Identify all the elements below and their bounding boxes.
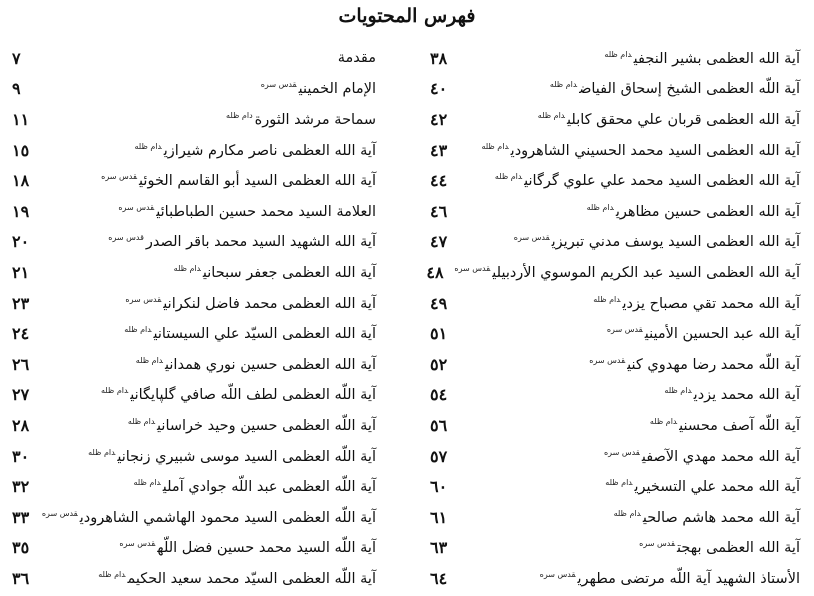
- toc-entry-title: [593, 295, 800, 312]
- toc-page-number: ٤٦: [430, 201, 448, 221]
- toc-entry-name: آية الله العظمى محمد فاضل لنكراني: [163, 295, 376, 312]
- honorific-glyph: دام ظله: [537, 111, 566, 121]
- toc-page-number: ٢٤: [12, 324, 30, 344]
- toc-entry-title: [42, 509, 376, 526]
- honorific-glyph: دام ظله: [481, 141, 509, 151]
- toc-entry[interactable]: [12, 410, 376, 441]
- toc-page-number: ٦٠: [430, 477, 448, 497]
- toc-entry-name: آية الله العظمى السيد محمد الحسيني الشاهرودي: [510, 142, 800, 159]
- toc-entry[interactable]: [430, 318, 800, 349]
- honorific-glyph: دام ظله: [100, 386, 129, 396]
- toc-page-number: ٥٧: [430, 446, 448, 466]
- toc-entry-title: [538, 111, 800, 128]
- toc-entry-name: سماحة مرشد الثورة: [254, 111, 376, 128]
- toc-page-number: ١١: [12, 109, 30, 129]
- toc-page-number: ٤٤: [430, 171, 448, 191]
- toc-entry-title: [650, 417, 800, 434]
- toc-entry[interactable]: [430, 349, 800, 380]
- honorific-glyph: دام ظله: [173, 264, 201, 274]
- toc-entry[interactable]: [430, 533, 800, 564]
- toc-page-number: ٩: [12, 79, 21, 99]
- toc-entry-name: آية الله العظمى حسين مظاهري: [615, 203, 800, 220]
- toc-page-number: ٣٣: [12, 507, 30, 527]
- toc-entry-name: آية الله العظمى قربان علي محقق كابلي: [567, 111, 800, 128]
- toc-entry-title: [550, 80, 800, 97]
- toc-entry[interactable]: [430, 410, 800, 441]
- honorific-glyph: قدس سره: [119, 539, 156, 549]
- toc-entry[interactable]: [12, 135, 376, 166]
- toc-entry-name: آية الله محمد هاشم صالحي: [642, 509, 800, 526]
- toc-entry-name: آية اللّه محمد رضا مهدوي كني: [627, 356, 800, 373]
- toc-entry-title: [124, 325, 376, 342]
- toc-entry-title: [607, 325, 800, 342]
- toc-entry[interactable]: [12, 380, 376, 411]
- toc-entry[interactable]: [430, 563, 800, 594]
- honorific-glyph: قدس سره: [513, 233, 550, 243]
- toc-page-number: ٣٨: [430, 48, 448, 68]
- toc-entry-title: [481, 142, 800, 159]
- toc-entry-title: [261, 80, 376, 97]
- toc-page-number: ٢٧: [12, 385, 30, 405]
- toc-entry-title: [125, 295, 376, 312]
- toc-entry-title: [639, 539, 800, 556]
- toc-entry[interactable]: [430, 502, 800, 533]
- honorific-glyph: دام ظله: [613, 508, 641, 518]
- toc-page-number: ٥٦: [430, 415, 448, 435]
- toc-entry-name: آية الله العظمى حسين نوري همداني: [165, 356, 376, 373]
- honorific-glyph: قدس سره: [41, 508, 78, 518]
- toc-page-number: ٤٢: [430, 109, 448, 129]
- toc-entry[interactable]: [12, 165, 376, 196]
- toc-page-number: ٤٠: [430, 79, 448, 99]
- toc-entry[interactable]: [430, 441, 800, 472]
- toc-column-right: [426, 43, 800, 594]
- honorific-glyph: دام ظله: [605, 478, 633, 488]
- toc-entry-name: آية الله العظمى السيد محمد علي علوي گرگاني: [524, 173, 800, 190]
- toc-page-number: ٢٦: [12, 354, 30, 374]
- toc-entry-title: [174, 264, 376, 281]
- honorific-glyph: دام ظله: [88, 447, 116, 457]
- toc-entry-title: [604, 448, 800, 465]
- toc-entry-name: آية الله العظمى ناصر مكارم شيرازي: [163, 142, 376, 159]
- toc-page-number: ٤٧: [430, 232, 448, 252]
- toc-entry[interactable]: [12, 563, 376, 594]
- toc-entry[interactable]: [430, 380, 800, 411]
- toc-page-number: ١٨: [12, 171, 30, 191]
- toc-entry-name: آية اللّه السيد محمد حسين فضل اللّه: [157, 540, 376, 557]
- toc-page-number: ٥٢: [430, 354, 448, 374]
- toc-entry[interactable]: [12, 502, 376, 533]
- toc-entry[interactable]: [12, 104, 376, 135]
- toc-entry-name: آية اللّه العظمى السيد محمود الهاشمي الشاهرودي: [79, 509, 376, 526]
- toc-page-number: ٢١: [12, 262, 30, 282]
- honorific-glyph: دام ظله: [649, 417, 678, 426]
- toc-entry-title: [134, 478, 376, 495]
- toc-entry-title: [514, 233, 800, 250]
- honorific-glyph: قدس سره: [454, 264, 491, 274]
- toc-entry-name: آية الله محمد علي التسخيري: [634, 479, 800, 496]
- toc-page-number: ٤٩: [430, 293, 448, 313]
- toc-entry-name: آية اللّه العظمى حسين وحيد خراساني: [157, 417, 376, 434]
- toc-entry-title: [587, 203, 800, 220]
- honorific-glyph: دام ظله: [134, 141, 162, 151]
- toc-entry-name: آية الله العظمى السيد يوسف مدني تبريزي: [551, 234, 800, 251]
- toc-entry[interactable]: [430, 288, 800, 319]
- honorific-glyph: قدس سره: [101, 172, 138, 182]
- toc-entry-name: الأستاذ الشهيد آية اللّه مرتضى مطهري: [577, 570, 800, 587]
- toc-page-number: ٣٦: [12, 568, 30, 588]
- toc-entry-name: آية اللّه العظمى عبد اللّه جوادي آملي: [162, 479, 376, 496]
- toc-entry-name: آية الله محمد يزدي: [693, 387, 800, 404]
- honorific-glyph: قدس سره: [603, 447, 640, 457]
- toc-entry-name: آية الله العظمى بشير النجفي: [633, 50, 800, 67]
- honorific-glyph: دام ظله: [549, 80, 578, 90]
- honorific-glyph: قدس سره: [125, 294, 162, 304]
- toc-entry-title: [664, 386, 800, 403]
- toc-page-number: ٦٣: [430, 538, 448, 558]
- toc-page-number: ٦١: [430, 507, 448, 527]
- toc-entry-title: [119, 539, 376, 556]
- toc-entry-name: آية اللّه آصف محسني: [679, 417, 800, 434]
- toc-entry-name: آية اللّه العظمى السيد موسى شبيري زنجاني: [117, 448, 376, 465]
- honorific-glyph: قدس سره: [260, 80, 297, 90]
- toc-entry-title: [605, 478, 800, 495]
- toc-page-number: ٢٠: [12, 232, 30, 252]
- toc-page-number: ٣٥: [12, 538, 30, 558]
- toc-entry-title: [226, 111, 376, 128]
- honorific-glyph: دام ظله: [604, 49, 632, 59]
- toc-entry-name: آية الله العظمى السيد أبو القاسم الخوئي: [139, 173, 376, 190]
- toc-entry-title: [136, 356, 376, 373]
- toc-page-number: ٣٢: [12, 477, 30, 497]
- toc-page-number: ٢٣: [12, 293, 30, 313]
- honorific-glyph: دام ظله: [593, 294, 621, 304]
- toc-entry[interactable]: [12, 74, 376, 105]
- toc-entry[interactable]: [12, 288, 376, 319]
- toc-page-number: ٦٤: [430, 568, 448, 588]
- honorific-glyph: قدس سره: [108, 233, 144, 243]
- toc-entry[interactable]: [430, 227, 800, 258]
- toc-entry-title: [495, 172, 800, 189]
- toc-entry-title: [118, 203, 376, 220]
- toc-entry[interactable]: [12, 349, 376, 380]
- toc-entry-name: مقدمة: [337, 50, 376, 67]
- toc-column-left: [12, 43, 376, 594]
- toc-entry-title: [128, 417, 376, 434]
- toc-entry-name: آية الله محمد تقي مصباح يزدي: [622, 295, 800, 312]
- toc-entry-name: آية الله الشهيد السيد محمد باقر الصدر: [145, 234, 376, 251]
- toc-page-number: ١٥: [12, 140, 30, 160]
- toc-page-number: ٣٠: [12, 446, 30, 466]
- toc-entry[interactable]: [12, 471, 376, 502]
- honorific-glyph: قدس سره: [539, 569, 576, 579]
- toc-entry[interactable]: [12, 196, 376, 227]
- toc-entry-title: [604, 50, 800, 67]
- toc-entry-name: آية الله العظمى السيد عبد الكريم الموسوي الأردبيلي: [492, 264, 800, 281]
- toc-page-number: ٥٤: [430, 385, 448, 405]
- honorific-glyph: دام ظله: [127, 417, 156, 426]
- toc-page-number: ٤٣: [430, 140, 448, 160]
- toc-entry-title: [88, 448, 376, 465]
- toc-entry-title: [540, 570, 800, 587]
- honorific-glyph: دام ظله: [124, 325, 152, 335]
- honorific-glyph: قدس سره: [606, 325, 643, 335]
- toc-entry-name: آية الله محمد مهدي الآصفي: [641, 448, 800, 465]
- honorific-glyph: قدس سره: [639, 539, 676, 549]
- honorific-glyph: دام ظله: [133, 478, 161, 488]
- toc-page-number: ١٩: [12, 201, 30, 221]
- toc-entry-name: آية الله العظمى بهجت: [677, 540, 800, 557]
- toc-entry-name: آية اللّه العظمى لطف اللّه صافي گلپايگاني: [130, 387, 376, 404]
- toc-entry[interactable]: [430, 471, 800, 502]
- toc-entry-name: آية الله عبد الحسين الأميني: [644, 326, 800, 343]
- honorific-glyph: دام ظله: [586, 202, 614, 212]
- toc-entry-name: آية اللّه العظمى الشيخ إسحاق الفياض: [579, 81, 800, 98]
- toc-page-number: ٢٨: [12, 415, 30, 435]
- toc-entry[interactable]: [430, 104, 800, 135]
- honorific-glyph: قدس سره: [589, 355, 626, 365]
- toc-page-number: ٥١: [430, 324, 448, 344]
- toc-entry[interactable]: [12, 533, 376, 564]
- page-title: فهرس المحتويات: [338, 5, 476, 27]
- toc-entry-title: [101, 172, 376, 189]
- toc-entry[interactable]: [12, 227, 376, 258]
- toc-entry-title: [135, 142, 376, 159]
- toc-entry[interactable]: [12, 318, 376, 349]
- toc-entry-name: آية اللّه العظمى السيّد محمد سعيد الحكيم: [127, 570, 376, 587]
- honorific-glyph: دام ظله: [494, 172, 523, 182]
- toc-entry-name: العلامة السيد محمد حسين الطباطبائي: [156, 203, 376, 220]
- toc-entry[interactable]: [12, 441, 376, 472]
- honorific-glyph: دام ظله: [226, 111, 253, 121]
- honorific-glyph: دام ظله: [664, 386, 692, 396]
- toc-entry-title: [108, 233, 376, 250]
- toc-entry-title: [454, 264, 800, 281]
- toc-entry-title: [98, 570, 376, 587]
- toc-entry-title: [614, 509, 800, 526]
- toc-entry-name: آية الله العظمى السيّد علي السيستاني: [153, 326, 376, 343]
- toc-entry[interactable]: [12, 43, 376, 74]
- toc-entry[interactable]: [12, 257, 376, 288]
- toc-entry[interactable]: [430, 196, 800, 227]
- honorific-glyph: قدس سره: [118, 202, 155, 212]
- toc-entry[interactable]: [430, 135, 800, 166]
- toc-entry[interactable]: [430, 74, 800, 105]
- toc-entry-title: [338, 50, 376, 66]
- toc-page-number: ٧: [12, 48, 21, 68]
- toc-entry-name: آية الله العظمى جعفر سبحاني: [202, 264, 376, 281]
- toc-entry-title: [101, 386, 376, 403]
- toc-entry-name: الإمام الخميني: [298, 81, 376, 98]
- toc-entry[interactable]: [426, 257, 800, 288]
- toc-entry[interactable]: [430, 43, 800, 74]
- toc-entry-title: [589, 356, 800, 373]
- toc-page-number: ٤٨: [426, 262, 444, 282]
- toc-entry[interactable]: [430, 165, 800, 196]
- honorific-glyph: دام ظله: [135, 355, 164, 365]
- honorific-glyph: دام ظله: [98, 569, 126, 579]
